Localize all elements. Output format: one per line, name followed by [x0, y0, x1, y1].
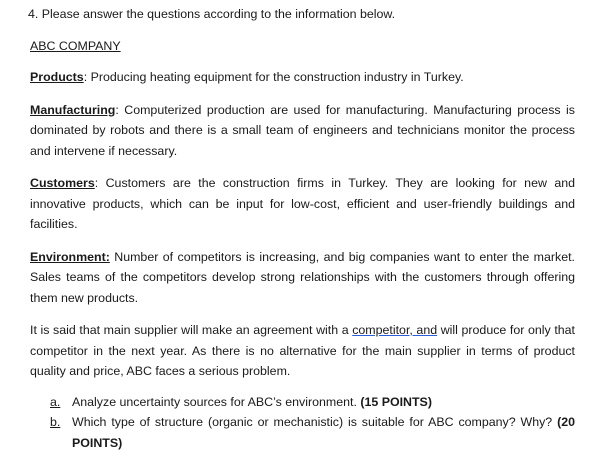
question-marker: a.: [50, 394, 61, 409]
question-item-b: [50, 412, 575, 453]
products-text: Producing heating equipment for the construction industry in Turkey.: [87, 70, 464, 84]
environment-paragraph: [30, 247, 575, 309]
question-text: [72, 412, 575, 453]
customers-paragraph: [30, 173, 575, 235]
supplier-text-after: will produce for only that competitor in the next year. As there is no alternative for the main supplier in terms of product quality and price, ABC faces a serious problem.: [30, 323, 575, 378]
environment-text: Number of competitors is increasing, and big companies want to enter the market. Sales teams of the competitors develop strong relationships with the customers through offering them new products.: [30, 249, 575, 305]
company-title: ABC COMPANY: [30, 39, 121, 53]
manufacturing-text: Computerized production are used for manufacturing. Manufacturing process is dominated by robots and there is a small team of engineers and technicians monitor the process and intervene if necessary.: [30, 102, 575, 158]
question-body: Analyze uncertainty sources for ABC’s environment.: [72, 394, 361, 409]
products-paragraph: [30, 67, 575, 88]
customers-text: Customers are the construction firms in Turkey. They are looking for new and innovative products, which can be input for low-cost, efficient and user-friendly buildings and facilities.: [30, 176, 575, 231]
supplier-text-before: It is said that main supplier will make an agreement with a: [30, 323, 353, 337]
products-label: Products: [30, 70, 84, 84]
question-marker: b.: [50, 415, 61, 429]
question-heading: 4. Please answer the questions according to the information below.: [28, 7, 396, 21]
question-points: (20 POINTS): [72, 415, 575, 450]
question-points: (15 POINTS): [360, 394, 432, 409]
customers-label: Customers: [30, 176, 95, 190]
supplier-paragraph: [30, 320, 575, 382]
question-text: [72, 392, 575, 413]
manufacturing-separator: :: [115, 102, 119, 117]
customers-separator: :: [94, 176, 99, 190]
environment-label: Environment:: [30, 249, 110, 264]
question-item-a: [50, 392, 575, 413]
question-body: Which type of structure (organic or mechanistic) is suitable for ABC company? Why?: [72, 415, 558, 429]
products-separator: :: [83, 70, 88, 84]
question-list: [30, 392, 575, 454]
supplier-grammar-flag: competitor, and: [352, 323, 438, 337]
manufacturing-paragraph: [30, 100, 575, 162]
manufacturing-label: Manufacturing: [30, 102, 116, 117]
